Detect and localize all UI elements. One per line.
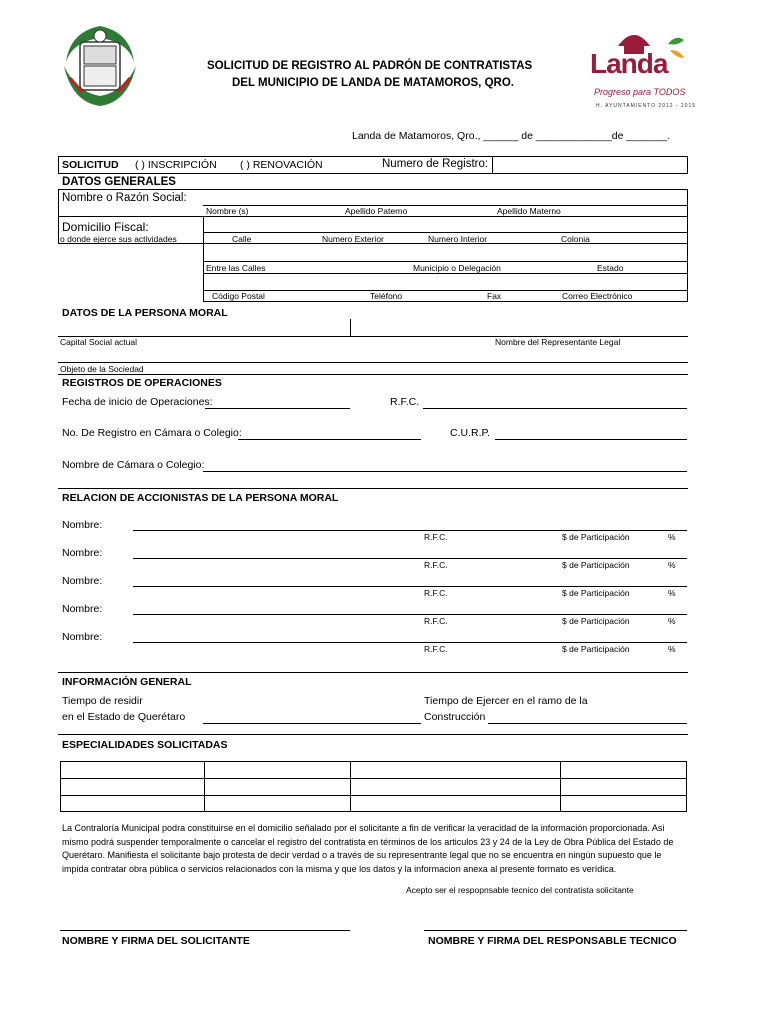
fecha-inicio-label: Fecha de inicio de Operaciones: <box>62 396 213 408</box>
representante-legal-label: Nombre del Representante Legal <box>495 337 621 347</box>
accionista-rfc-label: R.F.C. <box>424 532 448 542</box>
legal-paragraph: La Contraloría Municipal podra constituirse en el domicilio señalado por el solicitante a fin de verificar la veracidad de la información proporcionada. Asi mismo podrá suspender temporalmente o cancelar el registro del contratista en términos de los articulos 23 y 24 de la Ley de Obra Pública del Estado de Querétaro. Manifiesta el solicitante bajo protesta de decir verdad o a través de su representrante legal que no se encuentra en ningún supuesto que le impida contratar obra pública o servicios relacionados con la misma y que los datos y la informacion anexa al presente formato es verídica. <box>62 823 674 874</box>
domicilio-note: o donde ejerce sus actividades <box>60 234 177 244</box>
accionista-rfc-label: R.F.C. <box>424 616 448 626</box>
form-title-line1: SOLICITUD DE REGISTRO AL PADRÓN DE CONTRATISTAS <box>207 60 533 72</box>
entre-calles-label: Entre las Calles <box>206 263 266 273</box>
accionista-nombre-field[interactable] <box>133 642 687 643</box>
landa-logo-year: H. AYUNTAMIENTO 2012 - 2015 <box>596 103 697 109</box>
coat-of-arms-logo <box>62 22 138 108</box>
accionista-rfc-label: R.F.C. <box>424 644 448 654</box>
accionista-participacion-label: $ de Participación <box>562 532 630 542</box>
accionista-pct-label: % <box>668 644 676 654</box>
curp-field[interactable] <box>495 439 687 440</box>
firma-solicitante-line[interactable] <box>60 930 350 931</box>
razon-social-label: Nombre o Razón Social: <box>62 192 187 204</box>
correo-label: Correo Electrónico <box>562 291 633 301</box>
fecha-inicio-field[interactable] <box>205 408 350 409</box>
nombre-label: Nombre (s) <box>206 206 249 216</box>
firma-responsable-label: NOMBRE Y FIRMA DEL RESPONSABLE TECNICO <box>428 935 677 947</box>
landa-logo-slogan: Progreso para TODOS <box>594 87 686 97</box>
nombre-camara-field[interactable] <box>203 471 687 472</box>
accionista-pct-label: % <box>668 588 676 598</box>
capital-social-label: Capital Social actual <box>60 337 138 347</box>
tiempo-residir-label: Tiempo de residir <box>62 695 143 707</box>
accionista-participacion-label: $ de Participación <box>562 560 630 570</box>
persona-moral-title: DATOS DE LA PERSONA MORAL <box>62 307 228 319</box>
fax-label: Fax <box>487 291 502 301</box>
accionista-participacion-label: $ de Participación <box>562 616 630 626</box>
rfc-label: R.F.C. <box>390 396 420 408</box>
tiempo-residir-field[interactable] <box>203 723 421 724</box>
estado-label: Estado <box>597 263 624 273</box>
tiempo-ejercer-label: Tiempo de Ejercer en el ramo de la <box>424 695 588 707</box>
accionista-pct-label: % <box>668 532 676 542</box>
objeto-sociedad-label: Objeto de la Sociedad <box>60 364 144 374</box>
informacion-general-title: INFORMACIÓN GENERAL <box>62 676 192 688</box>
landa-logo <box>588 20 697 112</box>
accionista-nombre-field[interactable] <box>133 586 687 587</box>
accionista-participacion-label: $ de Participación <box>562 644 630 654</box>
solicitud-label: SOLICITUD <box>62 159 119 171</box>
apellido-materno-label: Apellido Materno <box>497 206 561 216</box>
accionista-rfc-label: R.F.C. <box>424 560 448 570</box>
numero-interior-label: Numero Interior <box>428 234 488 244</box>
domicilio-fiscal-label: Domicilio Fiscal: <box>62 220 149 234</box>
registro-camara-label: No. De Registro en Cámara o Colegio: <box>62 427 242 439</box>
accionista-nombre-label: Nombre: <box>62 631 103 643</box>
especialidades-title: ESPECIALIDADES SOLICITADAS <box>62 739 228 751</box>
numero-registro-field[interactable] <box>494 157 686 172</box>
form-title-line2: DEL MUNICIPIO DE LANDA DE MATAMOROS, QRO. <box>232 77 514 89</box>
datos-generales-title: DATOS GENERALES <box>62 176 176 188</box>
operaciones-title: REGISTROS DE OPERACIONES <box>62 377 222 389</box>
acepto-text: Acepto ser el respopnsable tecnico del contratista solicitante <box>406 885 634 895</box>
estado-queretaro-label: en el Estado de Querétaro <box>62 711 186 723</box>
numero-registro-label: Numero de Registro: <box>382 158 489 170</box>
accionista-nombre-field[interactable] <box>133 530 687 531</box>
accionista-participacion-label: $ de Participación <box>562 588 630 598</box>
accionista-rfc-label: R.F.C. <box>424 588 448 598</box>
accionista-nombre-label: Nombre: <box>62 547 103 559</box>
landa-logo-text: Landa <box>590 48 668 79</box>
apellido-paterno-label: Apellido Paterno <box>345 206 408 216</box>
accionista-pct-label: % <box>668 616 676 626</box>
firma-responsable-line[interactable] <box>424 930 687 931</box>
especialidades-table[interactable] <box>60 761 687 812</box>
nombre-camara-label: Nombre de Cámara o Colegio: <box>62 459 205 471</box>
codigo-postal-label: Código Postal <box>212 291 265 301</box>
place-date-line: Landa de Matamoros, Qro., ______ de _____________de _______. <box>352 130 671 142</box>
curp-label: C.U.R.P. <box>450 427 491 439</box>
accionistas-title: RELACION DE ACCIONISTAS DE LA PERSONA MORAL <box>62 492 339 504</box>
accionista-nombre-field[interactable] <box>133 558 687 559</box>
accionista-pct-label: % <box>668 560 676 570</box>
colonia-label: Colonia <box>561 234 590 244</box>
calle-label: Calle <box>232 234 252 244</box>
construccion-label: Construcción <box>424 711 486 723</box>
renovacion-option[interactable]: ( ) RENOVACIÓN <box>240 159 323 171</box>
inscripcion-option[interactable]: ( ) INSCRIPCIÓN <box>135 159 217 171</box>
accionista-nombre-label: Nombre: <box>62 575 103 587</box>
registro-camara-field[interactable] <box>238 439 421 440</box>
accionista-nombre-field[interactable] <box>133 614 687 615</box>
rfc-field[interactable] <box>423 408 687 409</box>
numero-exterior-label: Numero Exterior <box>322 234 384 244</box>
telefono-label: Teléfono <box>370 291 403 301</box>
tiempo-ejercer-field[interactable] <box>488 723 687 724</box>
accionista-nombre-label: Nombre: <box>62 603 103 615</box>
accionista-nombre-label: Nombre: <box>62 519 103 531</box>
firma-solicitante-label: NOMBRE Y FIRMA DEL SOLICITANTE <box>62 935 250 947</box>
municipio-label: Municipio o Delegación <box>413 263 501 273</box>
